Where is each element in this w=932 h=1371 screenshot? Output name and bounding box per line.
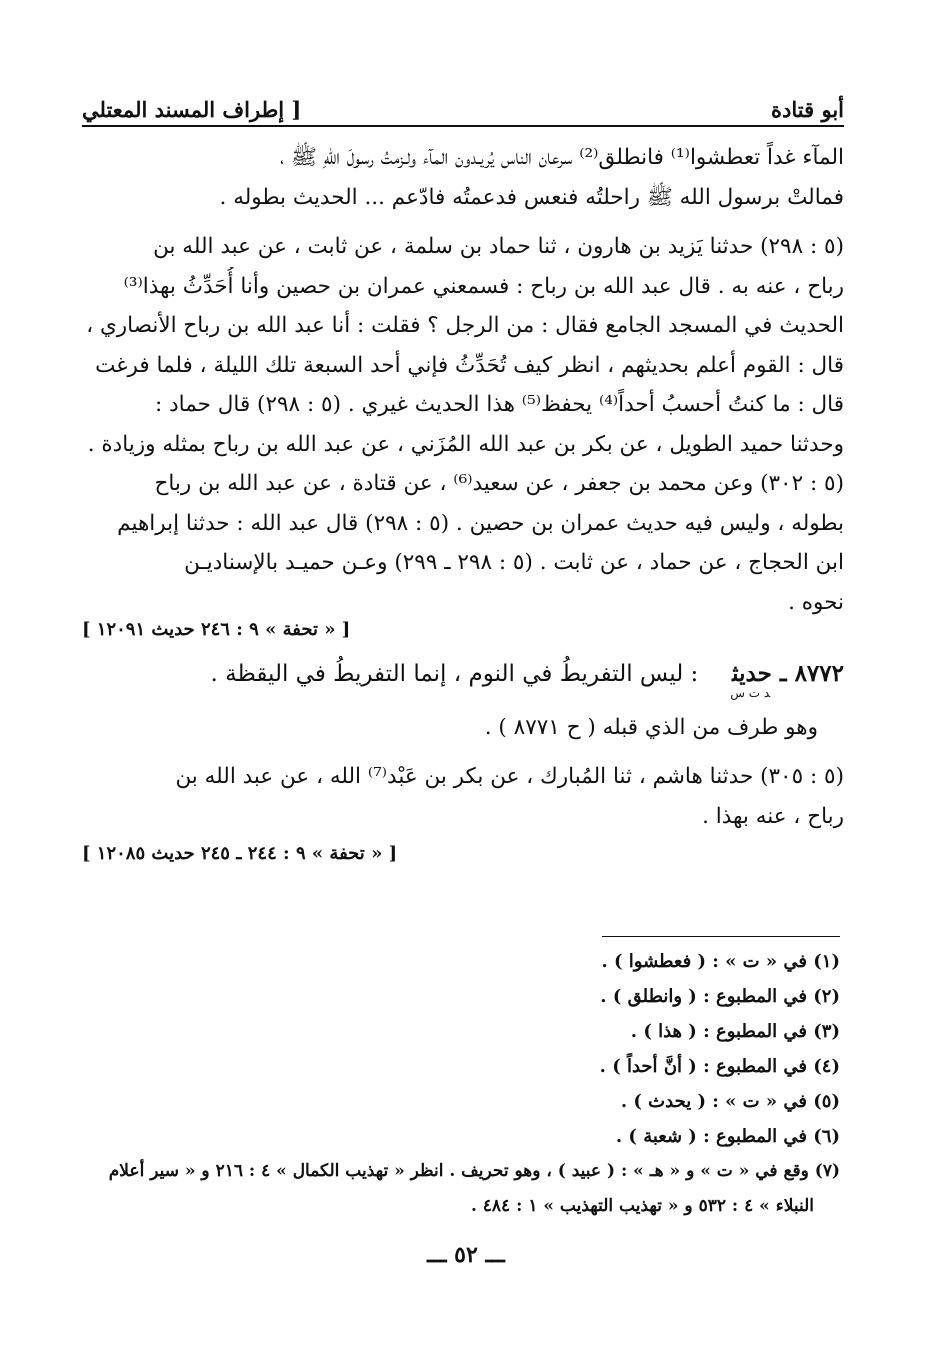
- footnotes: [82, 944, 840, 1224]
- running-header: [82, 86, 844, 122]
- text-line: قال : القوم أعلم بحديثهم ، انظر كيف تُحَدِّثُ فإني أحد السبعة تلك الليلة ، فلما فرغت: [95, 352, 844, 378]
- paragraph-3: [82, 757, 844, 836]
- header-rule: [82, 125, 844, 127]
- hadith-dash: ـ: [779, 660, 787, 687]
- text-line: المآء غداً تعطشوا⁽¹⁾ فانطلق⁽²⁾ سرعان الناس يُريـدون المآء ولـزمتُ رسولَ اللهِ ﷺ ،: [280, 145, 844, 170]
- footnote-1: (١) في « ت » : ( فعطشوا ) .: [601, 951, 840, 972]
- text-line: بطوله ، وليس فيه حديث عمران بن حصين . (٥ : ٢٩٨) قال عبد الله : حدثنا إبراهيم: [117, 510, 844, 536]
- tuhfa-reference: [ « تحفة » ٩ : ٢٤٦ حديث ١٢٠٩١ ]: [82, 619, 351, 640]
- footnote-7: (٧) وقع في « ت » و « هـ » : ( عبيد ) ، وهو تحريف . انظر « تهذيب الكمال » ٤ : ٢١٦ و « سير أعلام: [108, 1161, 840, 1181]
- hadith-text: : ليس التفريطُ في النوم ، إنما التفريطُ في اليقظة .: [210, 661, 699, 687]
- text-line: (٥ : ٣٠٥) حدثنا هاشم ، ثنا المُبارك ، عن بكر بن عَبْد⁽⁷⁾ الله ، عن عبد الله بن: [175, 764, 844, 789]
- text-line: رباح ، عنه به . قال عبد الله بن رباح : فسمعني عمران بن حصين وأنا أُحَدِّثُ بهذا⁽³⁾: [123, 273, 844, 299]
- hadith-label: حديث: [732, 660, 772, 687]
- tuhfa-reference: [ « تحفة » ٩ : ٢٤٤ ـ ٢٤٥ حديث ١٢٠٨٥ ]: [82, 843, 398, 864]
- paragraph-1: [82, 138, 844, 217]
- footnote-6: (٦) في المطبوع : ( شعبة ) .: [615, 1126, 840, 1147]
- text-line: نحوه .: [788, 589, 844, 615]
- paragraph-2: [82, 227, 844, 622]
- footnote-rule: [602, 936, 840, 937]
- hadith-siglum: د ت س: [730, 686, 771, 700]
- text-line: قال : ما كنتُ أحسبُ أحداً⁽⁴⁾ يحفظ⁽⁵⁾ هذا الحديث غيري . (٥ : ٢٩٨) قال حماد :: [155, 392, 844, 417]
- header-chapter-title: أبو قتادة: [771, 97, 844, 122]
- footnote-5: (٥) في « ت » : ( يحدث ) .: [620, 1091, 840, 1112]
- text-line: (٥ : ٣٠٢) وعن محمد بن جعفر ، عن سعيد⁽⁶⁾ ، عن قتادة ، عن عبد الله بن رباح: [154, 471, 844, 496]
- cross-reference-note: وهو طرف من الذي قبله ( ح ٨٧٧١ ) .: [484, 714, 818, 740]
- header-book-title: [ إطراف المسند المعتلي: [82, 97, 302, 122]
- hadith-heading: [82, 654, 844, 698]
- text-line: رباح ، عنه بهذا .: [702, 803, 844, 829]
- text-line: الحديث في المسجد الجامع فقال : من الرجل ؟ فقلت : أنا عبد الله بن رباح الأنصاري ،: [86, 313, 844, 338]
- footnote-4: (٤) في المطبوع : ( أنَّ أحداً ) .: [599, 1056, 840, 1077]
- main-text: [82, 138, 844, 868]
- footnote-2: (٢) في المطبوع : ( وانطلق ) .: [600, 986, 840, 1007]
- hadith-number: ٨٧٧٢: [794, 660, 844, 687]
- footnote-7-continued: النبلاء » ٤ : ٥٣٢ و « تهذيب التهذيب » ١ : ٤٨٤ .: [470, 1196, 814, 1216]
- text-line: (٥ : ٢٩٨) حدثنا يَزيد بن هارون ، ثنا حماد بن سلمة ، عن ثابت ، عن عبد الله بن: [153, 234, 844, 259]
- page-number: ـــ ٥٢ ـــ: [427, 1242, 505, 1268]
- text-line: ابن الحجاج ، عن حماد ، عن ثابت . (٥ : ٢٩٨ ـ ٢٩٩) وعـن حميـد بالإسناديـن: [184, 550, 844, 575]
- footnote-3: (٣) في المطبوع : ( هذا ) .: [630, 1021, 840, 1042]
- text-line: وحدثنا حميد الطويل ، عن بكر بن عبد الله المُزَني ، عن عبد الله بن رباح بمثله وزيادة .: [87, 431, 844, 457]
- text-line: فمالتْ برسول الله ﷺ راحلتُه فنعس فدعمتُه فادّعم ... الحديث بطوله .: [219, 184, 844, 210]
